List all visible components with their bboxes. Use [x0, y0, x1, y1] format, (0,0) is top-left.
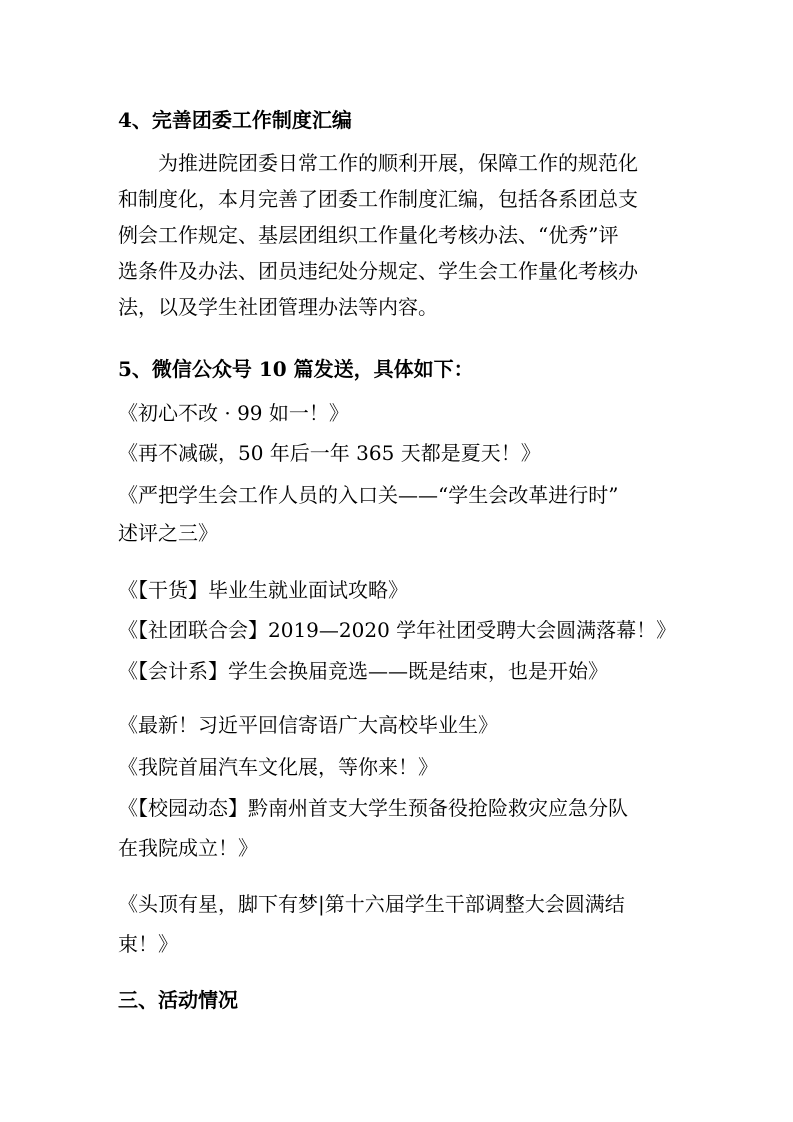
section-4-paragraph-line: 法，以及学生社团管理办法等内容。: [118, 295, 438, 319]
section-4-paragraph-line: 例会工作规定、基层团组织工作量化考核办法、“优秀”评: [118, 223, 619, 247]
article-title: 《严把学生会工作人员的入口关——“学生会改革进行时”: [118, 483, 619, 507]
article-title: 《【社团联合会】2019—2020 学年社团受聘大会圆满落幕！》: [118, 618, 677, 642]
article-title: 《再不减碳，50 年后一年 365 天都是夏天！》: [118, 441, 541, 465]
section-5-heading: 5、微信公众号 10 篇发送，具体如下：: [118, 357, 474, 381]
article-title: 《头顶有星，脚下有梦|第十六届学生干部调整大会圆满结: [118, 892, 625, 916]
article-title: 《最新！习近平回信寄语广大高校毕业生》: [118, 713, 498, 737]
article-title: 《我院首届汽车文化展，等你来！》: [118, 755, 438, 779]
article-title-continued: 在我院成立！》: [118, 836, 258, 860]
article-title-continued: 述评之三》: [118, 521, 218, 545]
article-title-continued: 束！》: [118, 932, 178, 956]
section-4-heading: 4、完善团委工作制度汇编: [118, 108, 352, 132]
article-title: 《初心不改 · 99 如一！》: [118, 401, 349, 425]
article-title: 《【干货】毕业生就业面试攻略》: [118, 578, 408, 602]
section-3-heading: 三、活动情况: [118, 988, 238, 1012]
article-title: 《【校园动态】黔南州首支大学生预备役抢险救灾应急分队: [118, 796, 628, 820]
section-4-paragraph-line: 和制度化，本月完善了团委工作制度汇编，包括各系团总支: [118, 187, 638, 211]
article-title: 《【会计系】学生会换届竞选——既是结束，也是开始》: [118, 659, 608, 683]
section-4-paragraph-line: 为推进院团委日常工作的顺利开展，保障工作的规范化: [158, 151, 638, 175]
section-4-paragraph-line: 选条件及办法、团员违纪处分规定、学生会工作量化考核办: [118, 259, 638, 283]
